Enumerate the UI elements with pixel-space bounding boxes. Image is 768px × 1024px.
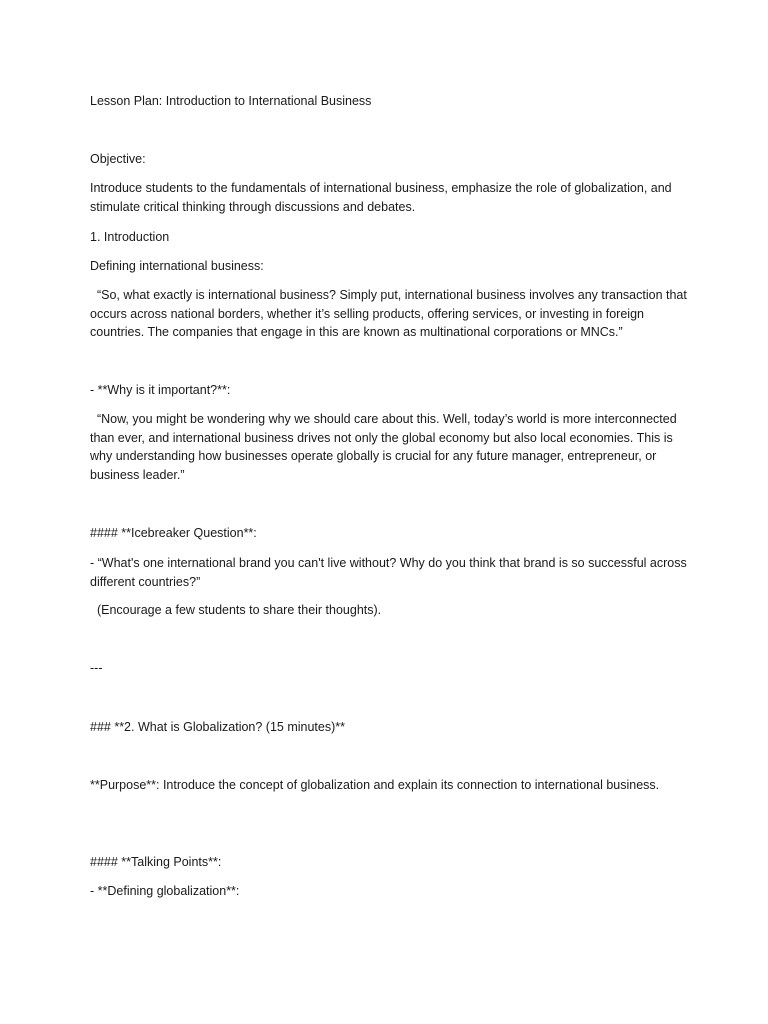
- separator: ---: [90, 661, 103, 675]
- objective-heading: Objective:: [90, 152, 146, 166]
- icebreaker-heading: #### **Icebreaker Question**:: [90, 526, 257, 540]
- why-quote: “Now, you might be wondering why we should care about this. Well, today’s world is more interconnected than ever, and international business drives not only the global economy but also local economies. This is why understanding how businesses operate globally is crucial for any future manager, entrepreneur, or business leader.”: [90, 412, 681, 482]
- why-heading: - **Why is it important?**:: [90, 383, 231, 397]
- defining-globalization: - **Defining globalization**:: [90, 884, 240, 898]
- section-2-heading: ### **2. What is Globalization? (15 minutes)**: [90, 720, 345, 734]
- section-1-heading: 1. Introduction: [90, 230, 170, 244]
- talking-points-heading: #### **Talking Points**:: [90, 855, 222, 869]
- icebreaker-question: - “What's one international brand you can't live without? Why do you think that brand is so successful across different countries?”: [90, 556, 691, 589]
- document-title: Lesson Plan: Introduction to International Business: [90, 94, 372, 108]
- defining-heading: Defining international business:: [90, 259, 264, 273]
- icebreaker-note: (Encourage a few students to share their thoughts).: [90, 603, 382, 617]
- defining-quote: “So, what exactly is international business? Simply put, international business involves any transaction that occurs across national borders, whether it’s selling products, offering services, or investing in foreign countries. The companies that engage in this are known as multinational corporations or MNCs.”: [90, 288, 691, 339]
- purpose-text: **Purpose**: Introduce the concept of globalization and explain its connection to international business.: [90, 778, 660, 792]
- objective-text: Introduce students to the fundamentals of international business, emphasize the role of globalization, and stimulate critical thinking through discussions and debates.: [90, 181, 676, 214]
